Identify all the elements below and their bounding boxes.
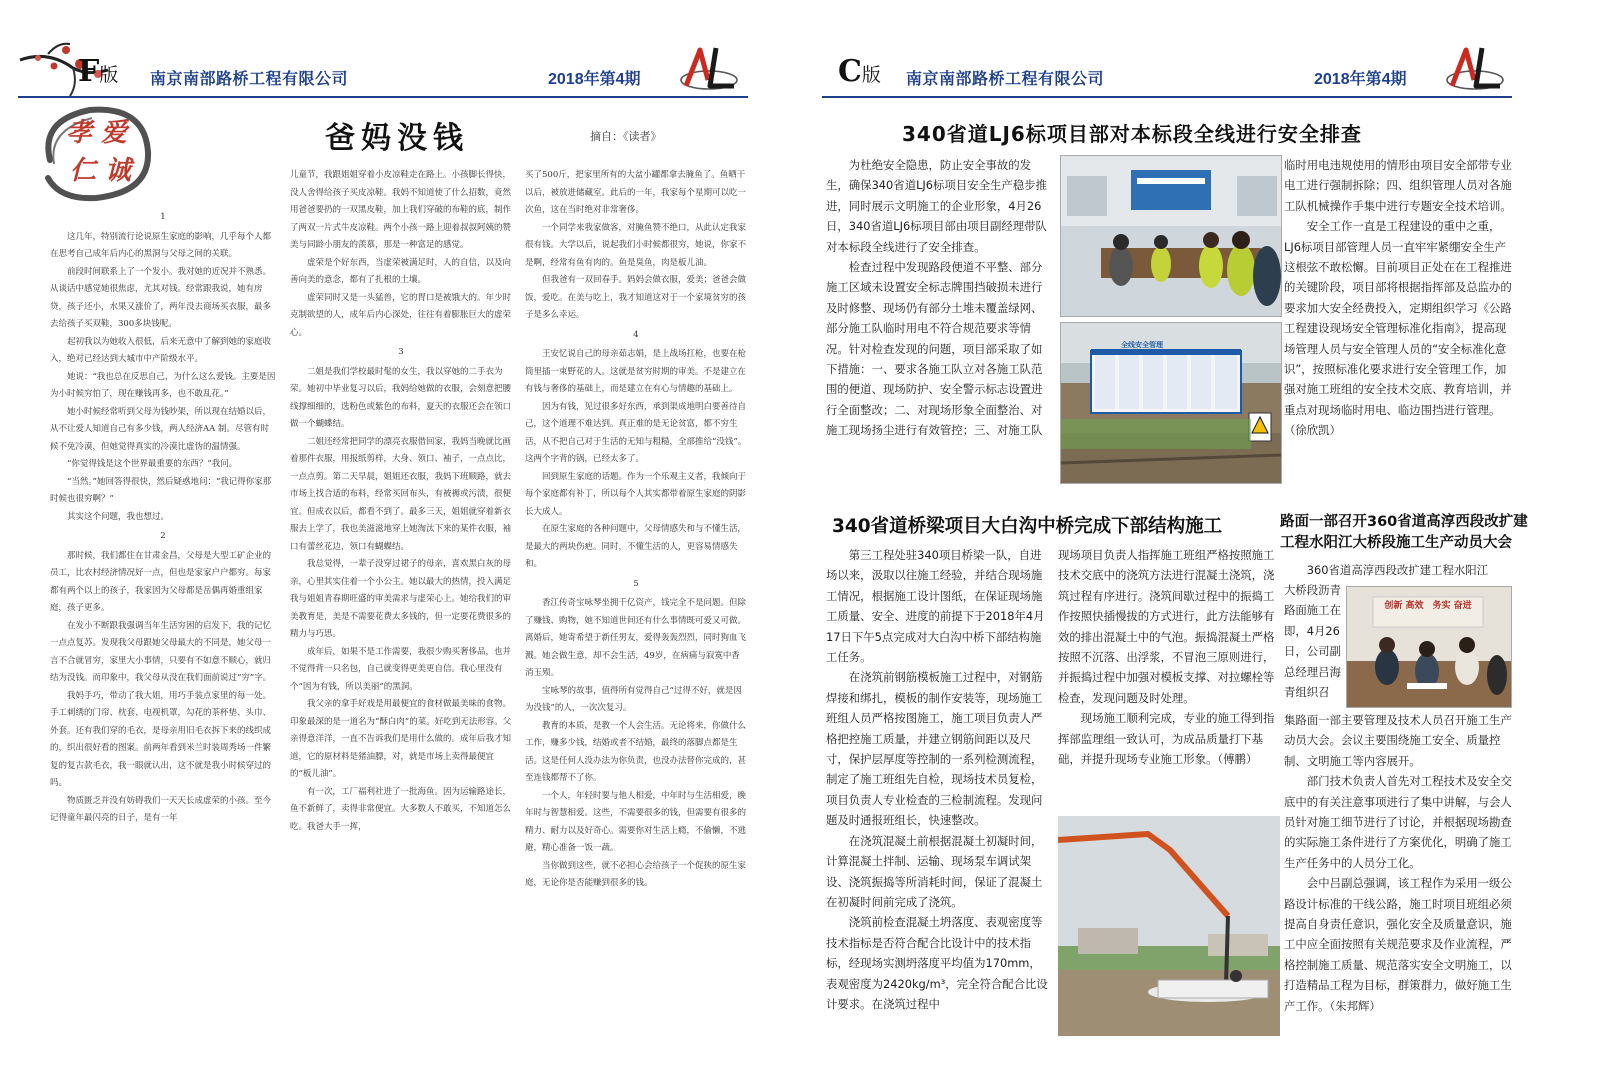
paragraph: 宝咏琴的故事，值得所有觉得自己“过得不好，就是因为没钱”的人，一次次复习。 xyxy=(525,685,742,713)
article-column-3 xyxy=(525,167,747,1087)
site-photo-image xyxy=(1061,323,1281,483)
paragraph: 现场项目负责人指挥施工班组严格按照施工技术交底中的浇筑方法进行混凝土浇筑，浇筑过程有序进行。浇筑间歇过程中的振捣工作按照快插慢拔的方式进行，此方法能够有效的排出混凝土中的气泡。振捣混凝土严格按照不沉落、出浮浆，不冒泡三原则进行，并振捣过程中加强对模板支撑、对拉螺栓等检查，发现问题及时处理。 xyxy=(1058,548,1275,705)
article3-title-line-1: 路面一部召开360省道高淳西段改扩建 xyxy=(1280,514,1528,530)
banner-text: 创新 高效 务实 奋进 xyxy=(1384,601,1472,611)
section-number: 3 xyxy=(398,347,404,357)
paragraph: 我总觉得，一辈子没穿过裙子的母亲，喜欢黑白灰的母亲，心里其实住着一个小公主。她以最大的热情，投入满足我与姐姐青春期旺盛的审美需求与虚荣心上。她给我们的审美教育是，美是不需要花费太多钱的，但一定要花费很多的精力与巧思。 xyxy=(290,559,512,639)
paragraph: 为杜绝安全隐患，防止安全事故的发生，确保340省道LJ6标项目安全生产稳步推进，同时展示文明施工的企业形象，4月26日，340省道LJ6标项目部由项目副经理带队对本标段全线进行了安全排查。 xyxy=(826,158,1047,254)
emblem-line-1: 孝 爱 xyxy=(66,118,128,148)
paragraph: 这几年，特别流行论说原生家庭的影响，几乎每个人都在思考自己成年后内心的黑洞与父母之间的关联。 xyxy=(50,231,272,259)
article3-title-line-2: 工程水阳江大桥段施工生产动员大会 xyxy=(1280,535,1512,551)
photo-site-signboard xyxy=(1060,322,1282,484)
paragraph: 教育的本质，是教一个人会生活。无论将来，你做什么工作，赚多少钱，结婚或者不结婚，最终的落脚点都是生活。这是任何人没办法为你负责，也没办法替你完成的，甚至连钱都帮不了你。 xyxy=(525,720,747,783)
paragraph: 前段时间联系上了一个发小。我对她的近况并不熟悉。从谈话中感觉她很焦虑，尤其对钱。经常跟我说，她有房贷，孩子还小，水果又涨价了，两年没去商场买衣服，最多去给孩子买双鞋，300多块钱呢。 xyxy=(50,266,272,329)
paragraph: 她小时候经常听到父母为钱吵架，所以现在结婚以后，从不让爱人知道自己有多少钱，两人经济AA 制。尽管有时候不免冷漠，但她觉得真实的冷漠比虚伪的温情强。 xyxy=(50,406,272,452)
company-name: 南京南部路桥工程有限公司 xyxy=(906,71,1105,88)
paragraph: 部门技术负责人首先对工程技术及安全交底中的有关注意事项进行了集中讲解，与会人员针对施工细节进行了讨论，并根据现场勘查的实际施工条件进行了方案优化，明确了施工生产任务中的人员分工化。 xyxy=(1284,774,1512,870)
article3-body xyxy=(1284,710,1512,1088)
paragraph: 二姐是我们学校最时髦的女生，我以穿她的二手衣为荣。她初中毕业复习以后，我妈给她做的衣服，会刻意把腰线撑细细的，选粉色或紫色的布料，夏天的衣服还会在领口做一个蝴蝶结。 xyxy=(290,366,512,429)
article-column-1 xyxy=(50,207,276,1087)
paragraph: 虚荣同时又是一头猛兽，它的胃口是被饿大的。年少时克制欲望的人，成年后内心深处，往往有着膨胀巨大的虚荣心。 xyxy=(290,292,512,338)
sign-label: 全线安全管理 xyxy=(1121,341,1163,349)
paragraph: 集路面一部主要管理及技术人员召开施工生产动员大会。会议主要围绕施工安全、质量控制、文明施工等内容展开。 xyxy=(1284,713,1512,768)
paragraph: 安全工作一直是工程建设的重中之重，LJ6标项目部管理人员一直牢牢紧绷安全生产这根弦不敢松懈。目前项目正处在在工程推进的关键阶段，项目部将根据指挥部及总监办的要求加大安全经费投入，定期组织学习《公路工程建设现场安全管理标准化指南》，提高现场管理人员与安全管理人员的“安全标准化意识”，按照标准化要求进行安全管理工作，加强对施工班组的安全技术交底、教育培训，并重点对现场临时用电、临边围挡进行管理。（徐欣凯） xyxy=(1284,219,1512,438)
paragraph: 一个人，年轻时要与他人相爱，中年时与生活相爱，晚年时与智慧相爱。这些，不需要很多的钱，但需要有很多的精力、耐力以及好奇心。需要你对生活上瘾，不偷懒，不逃避，精心准备一饭一蔬。 xyxy=(525,790,747,853)
page-f xyxy=(0,0,780,1090)
paragraph: 在浇筑前钢筋模板施工过程中，对钢筋焊接和绑扎，模板的制作安装等，现场施工班组人员严格按图施工，施工项目负责人严格把控施工质量，并建立钢筋间距以及尺寸，保护层厚度等控制的一系列检测流程，制定了施工班组先自检，现场技术员复检，项目负责人专业检查的三检制流程。发现问题及时通报班组长，快速整改。 xyxy=(826,670,1043,828)
company-logo-icon xyxy=(1444,44,1506,94)
article-column-2 xyxy=(290,167,512,1087)
meeting-photo-image xyxy=(1061,156,1281,316)
paragraph: 虚荣是个好东西，当虚荣被满足时，人的自信，以及向善向美的意念，都有了扎根的土壤。 xyxy=(290,257,512,285)
edition-label xyxy=(78,54,118,89)
emblem-xiao-ai-ren-cheng xyxy=(30,100,160,204)
article2-title: 340省道桥梁项目大白沟中桥完成下部结构施工 xyxy=(832,516,1223,537)
section-number: 1 xyxy=(160,212,166,222)
paragraph: 在原生家庭的各种问题中，父母情感失和与不懂生活，是最大的两块伤疤。同时，不懂生活的人，更容易情感失和。 xyxy=(525,524,747,569)
paragraph: 她说：“我也总在反思自己，为什么这么爱钱。主要是因为小时候穷怕了，现在赚钱再多，也不敢乱花。” xyxy=(50,371,276,399)
paragraph: 成年后，如果不是工作需要，我很少购买奢侈品，也并不觉得背一只名包，自己就变得更美更自信。我心里没有个“因为有钱，所以美丽”的黑洞。 xyxy=(290,646,512,692)
company-name: 南京南部路桥工程有限公司 xyxy=(150,71,349,88)
paragraph: 在浇筑混凝土前根据混凝土初凝时间，计算混凝土拌制、运输、现场泵车调试架设、浇筑振捣等所消耗时间，保证了混凝土在初凝时间前完成了浇筑。 xyxy=(826,833,1043,909)
edition-label xyxy=(838,54,881,89)
issue-number: 2018年第4期 xyxy=(1314,71,1407,88)
edition-letter: F xyxy=(78,54,100,89)
edition-suffix: 版 xyxy=(99,64,119,86)
section-number: 4 xyxy=(633,329,639,340)
paragraph: 儿童节，我跟姐姐穿着小皮凉鞋走在路上。小孩脚长得快，没人舍得给孩子买皮凉鞋。我妈不知道使了什么招数，竟然用爸爸要扔的一双黑皮鞋，加上我们穿破的布鞋的底，制作了两双一片式牛皮凉鞋。两个小孩一路上迎着叔叔阿姨的赞美与同龄小朋友的羡慕，那是一种富足的感觉。 xyxy=(290,170,512,250)
edition-suffix: 版 xyxy=(861,64,881,86)
paragraph: 但我爸有一双回春手。妈妈会做衣服，爱美；爸爸会做饭，爱吃。在美与吃上，我才知道这对于一个家境贫穷的孩子是多么幸运。 xyxy=(525,275,747,320)
header-f xyxy=(0,54,760,94)
pump-photo-image xyxy=(1058,816,1280,1036)
edition-letter: C xyxy=(838,54,862,89)
paragraph: “当然。”她回答得很快，然后疑惑地问：“我记得你家那时候也很穷啊？” xyxy=(50,476,272,504)
header-rule xyxy=(822,96,1512,98)
photo-concrete-pump xyxy=(1058,816,1280,1036)
paragraph: “你觉得钱是这个世界最重要的东西？”我问。 xyxy=(67,459,238,469)
paragraph: 现场施工顺利完成，专业的施工得到指挥部监理组一致认可，为成品质量打下基础，并提升现场专业施工形象。（傅鹏） xyxy=(1058,711,1275,767)
paragraph: 香江传奇宝咏琴坐拥千亿资产，钱完全不是问题。但除了赚钱、购物，她不知道世间还有什么事情既可爱又可做。离婚后，她寄希望于新任男友，爱得轰轰烈烈，同时狗血飞溅。她会做生意，却不会生活，49岁，在病痛与寂寞中香消玉殒。 xyxy=(525,598,747,678)
paragraph: 我妈手巧，带动了我大姐，用巧手装点家里的每一处。手工刺绣的门帘、枕套、电视机罩，勾花的茶杯垫、头巾、外套。还有我们穿的毛衣，是母亲用旧毛衣拆下来的线织成的，织出很好看的图案。前两年看到米兰时装周秀场一件繁复的复古款毛衣，我一眼就认出，这不就是我小时候穿过的吗。 xyxy=(50,690,272,788)
paragraph: 360省道高淳西段改扩建工程水阳江 xyxy=(1306,563,1489,577)
article1-column-1 xyxy=(826,155,1050,485)
issue-number: 2018年第4期 xyxy=(548,71,641,88)
article1-title: 340省道LJ6标项目部对本标段全线进行安全排查 xyxy=(902,122,1362,146)
article-source: 摘自：《读者》 xyxy=(590,130,662,143)
paragraph: 其实这个问题，我也想过。 xyxy=(67,511,170,522)
article1-column-3 xyxy=(1284,155,1512,485)
photo-mobilization-meeting xyxy=(1346,586,1512,708)
article3-intro-narrow xyxy=(1284,580,1344,708)
paragraph: 买了500斤，把家里所有的大盆小罐都拿去腌鱼了。鱼晒干以后，被放进储藏室。此后的一年，我家每个星期可以吃一次鱼，这在当时绝对非常奢侈。 xyxy=(525,170,747,215)
paragraph: 浇筑前检查混凝土坍落度、表观密度等技术指标是否符合配合比设计中的技术指标，经现场实测坍落度平均值为170mm，表观密度为2420kg/m³，完全符合配合比设计要求。在浇筑过程中 xyxy=(826,915,1048,1011)
section-number: 2 xyxy=(160,531,166,541)
company-logo-icon xyxy=(678,44,740,94)
article3-intro xyxy=(1284,560,1512,582)
paragraph: 大桥段沥青路面施工在即，4月26日，公司副总经理吕海青组织召 xyxy=(1284,583,1341,700)
paragraph: 物质匮乏并没有妨碍我们一天天长成虚荣的小孩。至今记得童年最闪亮的日子，是有一年 xyxy=(50,795,272,823)
emblem-line-2: 仁 诚 xyxy=(70,156,132,186)
article2-column-1 xyxy=(826,545,1050,1090)
paragraph: 二姐还经常把同学的漂亮衣服借回家，我妈当晚就比画着那件衣服，用报纸剪样，大身、领口、袖子，一点点比，一点点剪。第二天早晨，姐姐还衣服，我妈下班顺路，就去市场上找合适的布料，经常买回布头，有被褥或污渍，很便宜。但成衣以后，都看不到了。最多三天，姐姐就穿着新衣服去上学了，我也美滋滋地穿上她淘汰下来的某件衣服，袖口有蕾丝花边，领口有蝴蝶结。 xyxy=(290,436,512,552)
paragraph: 一个同学来我家做客，对腌鱼赞不绝口，从此认定我家很有钱。大学以后，说起我们小时候都很穷，她说，你家不是啊，经常有鱼有肉的。鱼是臭鱼，肉是板儿油。 xyxy=(525,222,747,268)
page-c xyxy=(800,0,1600,1090)
paragraph: 会中吕副总强调，该工程作为采用一级公路设计标准的干线公路，施工时项目班组必须提高自身责任意识，强化安全及质量意识，施工中应全面按照有关规范要求及作业流程，严格控制施工质量、规范落实安全文明施工，以打造精品工程为目标，群策群力，做好施工生产工作。（朱邦辉） xyxy=(1284,876,1512,1013)
paragraph: 临时用电违规使用的情形由项目安全部带专业电工进行强制拆除；四、组织管理人员对各施工队机械操作手集中进行专题安全技术培训。 xyxy=(1284,158,1512,213)
paragraph: 检查过程中发现路段便道不平整、部分施工区域未设置安全标志牌围挡破损未进行及时修整、现场仍有部分土堆未覆盖绿网、部分施工队临时用电不符合规范要求等情况。针对检查发现的问题，项目部采取了如下措施：一、要求各施工队立对各施工队范围的便道、现场防护、安全警示标志设置进行全面整改；二、对现场形象全面整治、对施工现场扬尘进行有效管控；三、对施工队 xyxy=(826,260,1043,438)
paragraph: 在发小不断跟我强调当年生活穷困的启发下，我的记忆一点点复苏。发现我父母跟她父母最大的不同是，她父母一言不合就冒穷，家里大小事情，只要有不如意不顺心，就归结为没钱。而印象中，我父母从没在我们面前说过“穷”字。 xyxy=(50,620,272,683)
paragraph: 第三工程处驻340项目桥梁一队，自进场以来，汲取以往施工经验，并结合现场施工情况，根据施工设计图纸，在保证现场施工质量、安全、进度的前提下于2018年4月17日下午5点完成对大白沟中桥下部结构施工任务。 xyxy=(826,548,1045,665)
paragraph: 回到原生家庭的话题。作为一个乐观主义者，我倾向于每个家庭都有补丁，所以每个人其实都带着原生家庭的阴影长大成人。 xyxy=(525,471,747,517)
photo-safety-meeting xyxy=(1060,155,1282,317)
paragraph: 那时候，我们都住在甘肃金昌，父母是大型工矿企业的员工，比农村经济情况好一点，但也是家家户户都穷。每家都有两个以上的孩子，我家因为父母都是岳偶再婚重组家庭，孩子更多。 xyxy=(50,550,272,613)
paragraph: 起初我以为她收入很低，后来无意中了解到她的家庭收入，绝对已经达到大城市中产阶级水平。 xyxy=(50,336,272,364)
section-number: 5 xyxy=(633,578,639,589)
article2-column-2 xyxy=(1058,545,1280,815)
paragraph: 我父亲的拿手好戏是用最便宜的食材做最美味的食物。印象最深的是一道名为“酥白肉”的菜。好吃到无法形容。父亲得意洋洋，一直不告诉我们是用什么做的。成年后我才知道，它的原材料是猪油膘，对，就是市场上卖得最便宜的“板儿油”。 xyxy=(290,699,512,779)
paragraph: 有一次，工厂福利社进了一批海鱼。因为运输路途长，鱼不新鲜了，卖得非常便宜。大多数人不敢买，不知道怎么吃。我爸大手一挥， xyxy=(290,786,512,832)
paragraph: 王安忆说自己的母亲茹志娟，是上战场扛枪，也要在枪筒里插一束野花的人。这就是贫穷时期的审美。不是建立在有钱与奢侈的基础上，而是建立在有心与情趣的基础上。 xyxy=(525,349,747,394)
paragraph: 因为有钱，见过很多好东西，承到渠成地明白要善待自己，这个道理不难达到。真正难的是无论贫富，都不穷生活，从不把自己对于生活的无知与粗糙，全部推给“没钱”。这两个字背的锅，已经太多了。 xyxy=(525,401,747,464)
header-rule xyxy=(18,96,748,98)
paragraph: 当你做到这些，就不必担心会给孩子一个促狭的原生家庭，无论你是否能赚到很多的钱。 xyxy=(525,860,747,888)
article-title: 爸妈没钱 xyxy=(325,121,469,156)
